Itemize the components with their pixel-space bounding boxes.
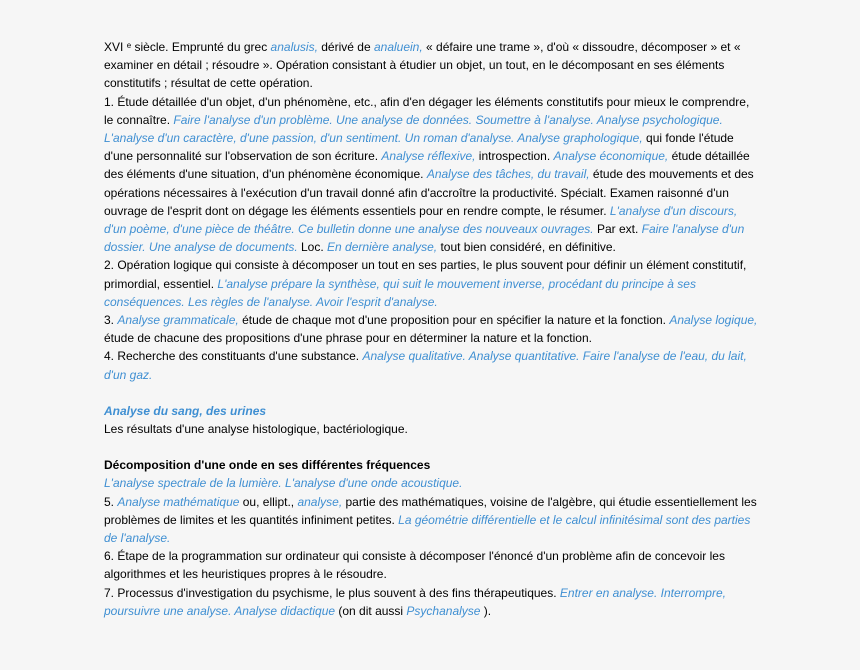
example-text: Analyse mathématique — [117, 494, 240, 509]
definition-text: 7. Processus d'investigation du psychisme, le plus souvent à des fins thérapeutiques. — [104, 585, 560, 600]
definition-text: partie des mathématiques, voisine de l'algèbre, qui étudie essentiellement les problèmes de limites et les quantités infiniment petites. — [104, 494, 757, 527]
example-text: Analyse logique, — [669, 313, 758, 328]
example-text: Analyse grammaticale, — [117, 313, 239, 328]
definition-text: tout bien considéré, en définitive. — [437, 240, 616, 255]
definition-6: 6. Étape de la programmation sur ordinateur qui consiste à décomposer l'énoncé d'un problème afin de concevoir les algorithmes et les heuristiques propres à le résoudre. — [104, 549, 725, 582]
example-text: Analyse réflexive, — [381, 149, 476, 164]
example-text: L'analyse prépare la synthèse, qui suit le mouvement inverse, procédant du principe à ses conséquences. Les règles de l'analyse. Avoir l'esprit d'analyse. — [104, 276, 696, 309]
example-text: Analyse économique, — [553, 149, 669, 164]
subsection-example: L'analyse spectrale de la lumière. L'analyse d'une onde acoustique. — [104, 476, 463, 491]
definition-text: Loc. — [297, 240, 328, 255]
definition-text: 4. Recherche des constituants d'une substance. — [104, 349, 363, 364]
example-text: Entrer en analyse. Interrompre, poursuivre une analyse. Analyse didactique — [104, 585, 726, 618]
example-text: Analyse des tâches, du travail, — [426, 167, 590, 182]
definition-text: ou, ellipt., — [239, 494, 298, 509]
greek-word-analusis: analusis, — [270, 40, 318, 54]
definition-text: étude de chacune des propositions d'une phrase pour en déterminer la nature et la fonction. — [104, 331, 592, 346]
century: XVI — [104, 40, 124, 54]
definition-text: 3. — [104, 313, 118, 328]
century-superscript: e — [126, 41, 132, 50]
example-text: En dernière analyse, — [327, 240, 438, 255]
definition-text: ). — [480, 603, 492, 618]
definition-text: 1. Étude détaillée d'un objet, d'un phénomène, etc., afin d'en dégager les éléments constitutifs pour mieux le comprendre, le connaître. — [104, 94, 750, 127]
etymology-text: dérivé de — [317, 40, 374, 54]
dictionary-entry — [104, 38, 758, 620]
definition-text: étude détaillée des éléments d'une situation, d'un phénomène économique. — [104, 149, 750, 182]
definition-5 — [104, 493, 758, 548]
spacer — [104, 384, 758, 402]
definition-2 — [104, 256, 758, 311]
example-text: La géométrie différentielle et le calcul infinitésimal sont des parties de l'analyse. — [104, 512, 751, 546]
etymology-text: siècle. Emprunté du grec — [131, 40, 271, 54]
definition-text: étude de chaque mot d'une proposition pour en spécifier la nature et la fonction. — [238, 313, 670, 328]
example-text: Faire l'analyse d'un problème. Une analyse de données. Soumettre à l'analyse. Analyse psychologique. L'analyse d'un caractère, d'une passion, d'un sentiment. Un roman d'analyse. Analyse graphologique, — [104, 112, 723, 146]
spacer — [104, 438, 758, 456]
definition-text: 5. — [104, 494, 118, 509]
greek-word-analuein: analuein, — [373, 40, 423, 54]
definition-text: introspection. — [475, 149, 554, 164]
example-text: analyse, — [297, 494, 343, 509]
definition-text: Par ext. — [593, 222, 642, 237]
example-text: Faire l'analyse d'un dossier. Une analyse de documents. — [104, 222, 745, 255]
definition-4 — [104, 347, 758, 383]
definition-text: qui fonde l'étude d'une personnalité sur l'observation de son écriture. — [104, 131, 734, 164]
definition-text: étude des mouvements et des opérations nécessaires à l'exécution d'un travail donné afin d'accroître la productivité. Spécialt. Examen raisonné d'un ouvrage de l'esprit dont on dégage les éléments essentiels pour en rendre compte, le résumer. — [104, 167, 754, 218]
definition-3 — [104, 311, 758, 347]
definition-text: (on dit aussi — [335, 603, 407, 618]
etymology — [104, 38, 758, 93]
example-text: L'analyse d'un discours, d'un poème, d'une pièce de théâtre. Ce bulletin donne une analyse des nouveaux ouvrages. — [104, 203, 738, 237]
definition-text: 2. Opération logique qui consiste à décomposer un tout en ses parties, le plus souvent pour définir un élément constitutif, primordial, essentiel. — [104, 258, 747, 291]
subsection-heading-wave: Décomposition d'une onde en ses différentes fréquences — [104, 458, 431, 473]
etymology-text: « défaire une trame », d'où « dissoudre, décomposer » et « examiner en détail ; résoudre ». Opération consistant à étudier un objet, un tout, en le décomposant en ses éléments constitutifs ; résultat de cette opération. — [104, 40, 741, 91]
subsection-text: Les résultats d'une analyse histologique, bactériologique. — [104, 422, 408, 437]
definition-7 — [104, 584, 758, 620]
subsection-heading-blood: Analyse du sang, des urines — [104, 403, 267, 418]
definition-1 — [104, 93, 758, 257]
example-text: Analyse qualitative. Analyse quantitative. Faire l'analyse de l'eau, du lait, d'un gaz. — [104, 349, 747, 382]
psychanalyse-link[interactable]: Psychanalyse — [406, 603, 481, 618]
